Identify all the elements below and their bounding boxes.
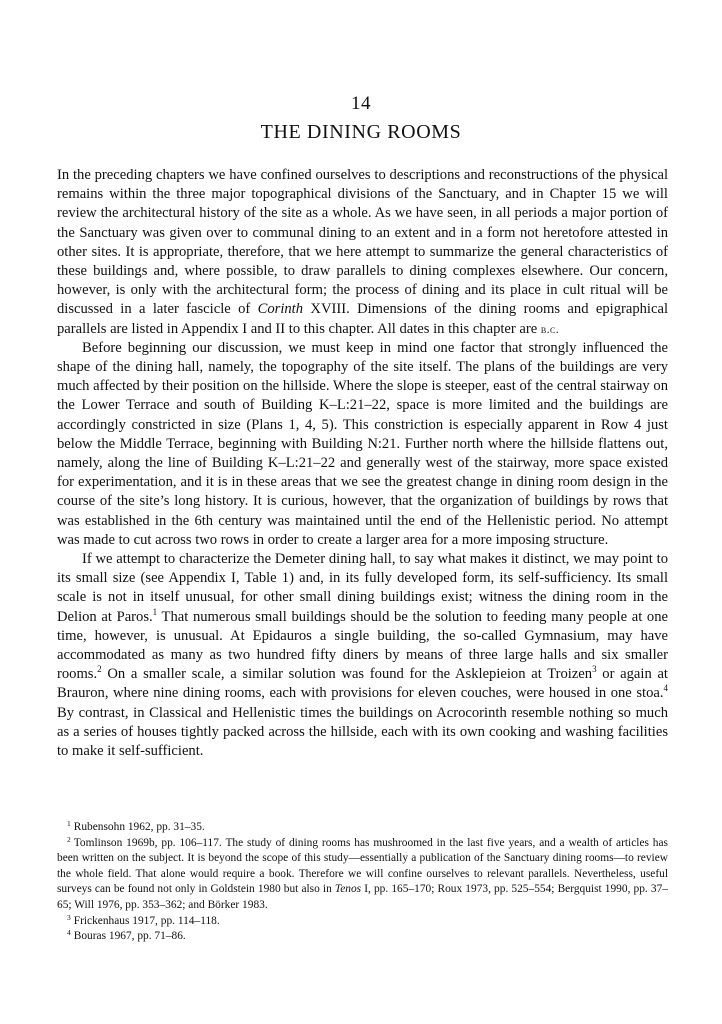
paragraph-2: Before beginning our discussion, we must keep in mind one factor that strongly influenced the shape of the dining hall, namely, the topography of the site itself. The plans of the buildings are very much affected by their position on the hillside. Where the slope is steeper, east of the central stairway on the Lower Terrace and south of Building K–L:21–22, space is more limited and the buildings are accordingly constricted in size (Plans 1, 4, 5). This constriction is especially apparent in Row 4 just below the Middle Terrace, beginning with Building N:21. Further north where the hillside flattens out, namely, along the line of Building K–L:21–22 and generally west of the stairway, more space existed for experimentation, and it is in these areas that we see the greatest change in dining room design in the course of the site’s long history. It is curious, however, that the organization of buildings by rows that was established in the 6th century was maintained until the end of the Hellenistic period. No attempt was made to cut across two rows in order to create a larger area for a more imposing structure. xyxy=(57,339,668,548)
paragraph-3-text-b: That numerous small buildings should be the solution to feeding many people at one time, however, is unusual. At Epidauros a single building, the so-called Gymnasium, may have accommodated as many as two hundred fifty diners by means of three large halls and six smaller rooms. xyxy=(57,608,668,683)
footnote-text-4: Bouras 1967, pp. 71–86. xyxy=(73,930,186,943)
paragraph-3-text-c: On a smaller scale, a similar solution was found for the Asklepieion at Troizen xyxy=(101,666,593,683)
paragraph-1-smallcaps: b.c. xyxy=(540,321,560,336)
footnote-text-2b: I, pp. 165–170; Roux 1973, pp. 525–554; Bergquist 1990, pp. 37–65; Will 1976, pp. 353–362; and Börker 1983. xyxy=(57,883,668,911)
chapter-number: 14 xyxy=(351,93,371,114)
paragraph-1-text-b: XVIII. Dimensions of the dining rooms and epigraphical parallels are listed in Appendix I and II to this chapter. All dates in this chapter are xyxy=(57,301,668,337)
footnote-number-3: 3 xyxy=(67,912,71,922)
footnote-text-2-italic: Tenos xyxy=(334,883,362,896)
paragraph-3-text-e: By contrast, in Classical and Hellenistic times the buildings on Acrocorinth resemble nothing so much as a series of houses tightly packed across the hillside, each with its own cooking and washing facilities to make it self-sufficient. xyxy=(57,704,668,760)
footnote-ref-2[interactable]: 2 xyxy=(97,664,102,675)
footnotes xyxy=(57,820,668,945)
chapter-title: THE DINING ROOMS xyxy=(260,121,462,143)
paragraph-3 xyxy=(57,550,668,761)
footnote-text-3: Frickenhaus 1917, pp. 114–118. xyxy=(73,914,220,927)
footnote-text-1: Rubensohn 1962, pp. 31–35. xyxy=(73,821,205,833)
footnote-ref-4[interactable]: 4 xyxy=(663,683,668,694)
footnote-ref-3[interactable]: 3 xyxy=(592,664,597,675)
footnote-3 xyxy=(57,914,668,930)
paragraph-1 xyxy=(57,166,668,339)
footnote-number-2: 2 xyxy=(67,834,71,844)
footnote-1 xyxy=(57,820,668,836)
footnote-number-4: 4 xyxy=(67,928,71,938)
paragraph-3-text-d: or again at Brauron, where nine dining rooms, each with provisions for eleven couches, were housed in one stoa. xyxy=(57,666,668,702)
body-text xyxy=(57,166,668,761)
footnote-number-1: 1 xyxy=(67,819,71,828)
footnote-2 xyxy=(57,836,668,914)
footnote-ref-1[interactable]: 1 xyxy=(152,606,158,617)
paragraph-3-text-a: If we attempt to characterize the Demeter dining hall, to say what makes it distinct, we may point to its small size (see Appendix I, Table 1) and, in its fully developed form, its self-sufficiency. Its small scale is not in itself unusual, for other small dining buildings exist; witness the dining room in the Delion at Paros. xyxy=(57,551,668,625)
footnote-text-2a: Tomlinson 1969b, pp. 106–117. The study of dining rooms has mushroomed in the last five years, and a wealth of articles has been written on the subject. It is beyond the scope of this study—essentially a publication of the Sanctuary dining rooms—to review the whole field. That alone would require a book. Therefore we will confine ourselves to relevant parallels. Nevertheless, useful surveys can be found not only in Goldstein 1980 but also in xyxy=(57,836,668,896)
paragraph-1-text-a: In the preceding chapters we have confined ourselves to descriptions and reconstructions of the physical remains within the three major topographical divisions of the Sanctuary, and in Chapter 15 we will review the architectural history of the site as a whole. As we have seen, in all periods a major portion of the Sanctuary was given over to communal dining to an extent and in a form not heretofore attested in other sites. It is appropriate, therefore, that we here attempt to summarize the general characteristics of these buildings and, where possible, to draw parallels to dining complexes elsewhere. Our concern, however, is only with the architectural form; the process of dining and its place in cult ritual will be discussed in a later fascicle of xyxy=(57,167,668,318)
paragraph-1-italic: Corinth xyxy=(257,301,304,318)
footnote-4 xyxy=(57,929,668,945)
